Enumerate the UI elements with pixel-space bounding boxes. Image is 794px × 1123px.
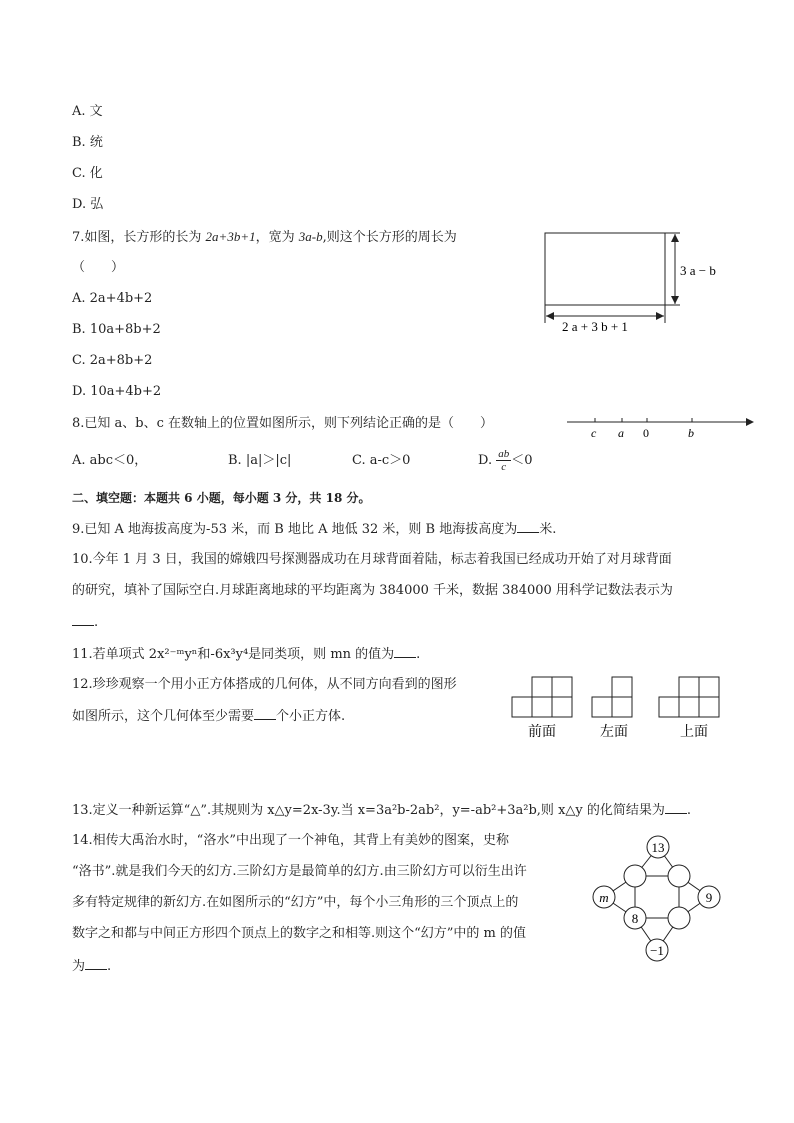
section-2-heading: 二、填空题：本题共 6 小题，每小题 3 分，共 18 分。: [72, 491, 371, 505]
q8-option-b: B. |a|＞|c|: [228, 453, 292, 468]
q8-stem: 8.已知 a、b、c 在数轴上的位置如图所示，则下列结论正确的是（ ）: [72, 416, 494, 431]
q14-magic-square-figure: [585, 830, 725, 970]
q7-paren: （ ）: [72, 260, 125, 275]
q7-option-a: A. 2a+4b+2: [72, 291, 153, 306]
q6-option-b: B. 统: [72, 135, 103, 150]
q14-line3: 多有特定规律的新幻方.在如图所示的“幻方”中，每个小三角形的三个顶点上的: [72, 895, 519, 910]
length-label: 2 a + 3 b + 1: [562, 319, 628, 334]
q7-option-b: B. 10a+8b+2: [72, 322, 161, 337]
q8-number-line: [562, 410, 762, 440]
width-label: 3 a − b: [680, 263, 716, 278]
q7-rectangle-figure: [540, 228, 730, 338]
q6-option-c: C. 化: [72, 166, 103, 181]
point-zero-label: 0: [643, 426, 649, 440]
node-inner-top-left: [624, 865, 646, 887]
point-b-label: b: [688, 426, 694, 440]
q6-option-a: A. 文: [72, 104, 103, 119]
q14-line4: 数字之和都与中间正方形四个顶点上的数字之和相等.则这个“幻方”中的 m 的值: [72, 926, 527, 941]
answer-blank: [72, 613, 94, 626]
node-bottom-label: −1: [650, 943, 664, 958]
q8-option-a: A. abc＜0，: [72, 453, 148, 468]
q6-option-d: D. 弘: [72, 197, 104, 212]
q14-line5: 为 .: [72, 959, 112, 974]
point-c-label: c: [591, 426, 597, 440]
caption-front: 前面: [528, 725, 556, 740]
caption-left: 左面: [600, 725, 628, 740]
q12-line2: 如图所示，这个几何体至少需要 个小正方体.: [72, 709, 346, 724]
q7-option-c: C. 2a+8b+2: [72, 353, 153, 368]
q12-three-views: [508, 672, 733, 744]
q14-line2: “洛书”.就是我们今天的幻方.三阶幻方是最简单的幻方.由三阶幻方可以衍生出许: [72, 864, 527, 879]
q9-text: 9.已知 A 地海拔高度为-53 米，而 B 地比 A 地低 32 米，则 B 地海拔高度为 米.: [72, 522, 557, 537]
q7-stem: 7.如图，长方形的长为 2a+3b+1，宽为 3a-b,则这个长方形的周长为: [72, 229, 457, 245]
top-view: [659, 677, 719, 717]
q14-line1: 14.相传大禹治水时，“洛水”中出现了一个神龟，其背上有美妙的图案，史称: [72, 833, 509, 848]
left-view: [592, 677, 632, 717]
q10-line1: 10.今年 1 月 3 日，我国的嫦娥四号探测器成功在月球背面着陆，标志着我国已经成功开始了对月球背面: [72, 552, 672, 567]
q10-line2: 的研究，填补了国际空白.月球距离地球的平均距离为 384000 千米，数据 384000 用科学记数法表示为: [72, 583, 673, 598]
q8-option-d: D. $\frac{ab}{c}$ ＜0: [478, 448, 533, 473]
front-view: [512, 677, 572, 717]
q13-text: 13.定义一种新运算“△”.其规则为 x△y=2x-3y.当 x=3a²b-2ab²，y=-ab²+3a²b,则 x△y 的化简结果为 .: [72, 803, 692, 818]
node-right-label: 9: [705, 890, 713, 905]
answer-blank: [665, 801, 687, 814]
q11-text: 11.若单项式 2x²⁻ᵐyⁿ和-6x³y⁴是同类项，则 mn 的值为 .: [72, 647, 421, 662]
q7-option-d: D. 10a+4b+2: [72, 384, 162, 399]
answer-blank: [85, 957, 107, 970]
q8-option-c: C. a-c＞0: [352, 453, 411, 468]
point-a-label: a: [618, 426, 624, 440]
node-inner-bottom-right: [668, 907, 690, 929]
rectangle: [545, 233, 665, 305]
caption-top: 上面: [680, 725, 708, 740]
q12-line1: 12.珍珍观察一个用小正方体搭成的几何体，从不同方向看到的图形: [72, 677, 457, 692]
fraction: $\frac{ab}{c}$: [498, 448, 510, 473]
node-inner-label: 8: [631, 911, 639, 926]
answer-blank: [254, 707, 276, 720]
node-inner-top-right: [668, 865, 690, 887]
q10-line3: .: [72, 613, 98, 632]
answer-blank: [517, 520, 539, 533]
node-left-label: m: [599, 890, 609, 905]
node-top-label: 13: [651, 840, 665, 855]
answer-blank: [394, 645, 416, 658]
